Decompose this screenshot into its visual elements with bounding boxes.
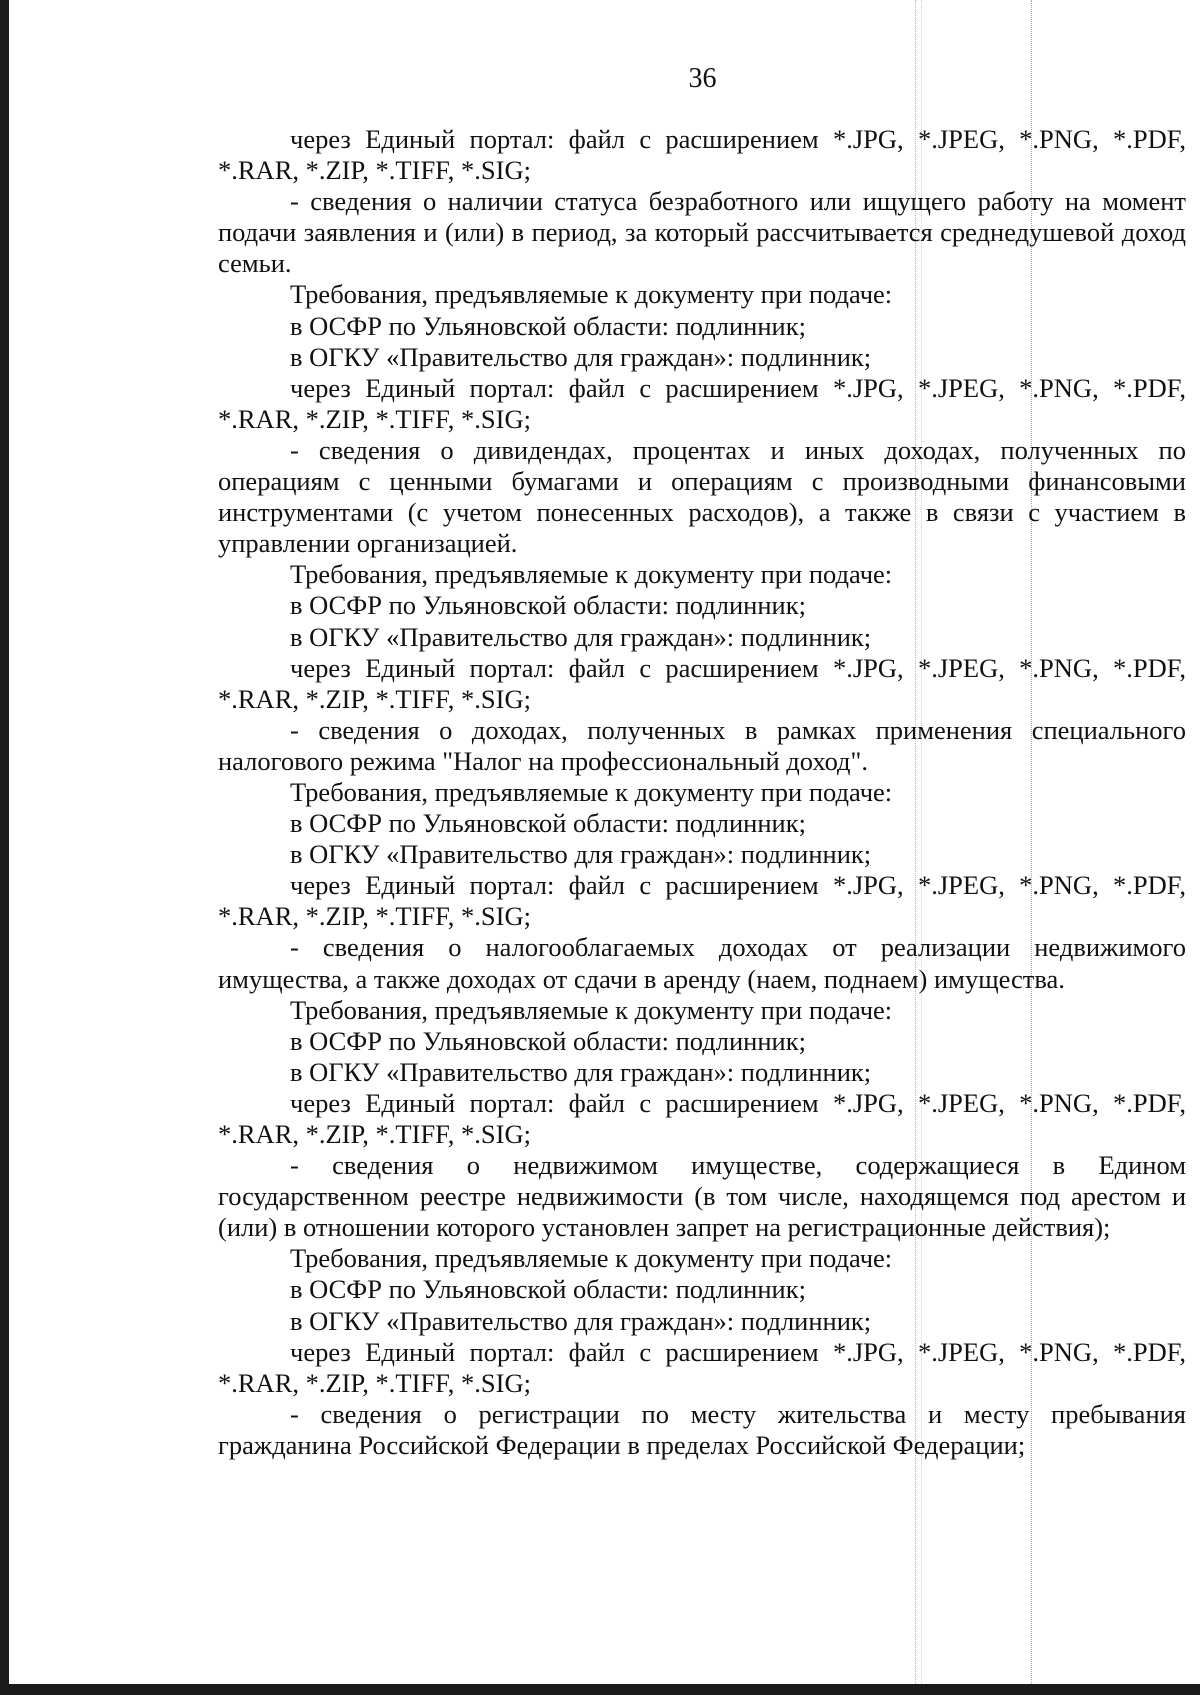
paragraph: Требования, предъявляемые к документу при подаче:	[290, 1243, 893, 1274]
paragraph: через Единый портал: файл с расширением *.JPG, *.JPEG, *.PNG, *.PDF, *.RAR, *.ZIP, *.TIFF, *.SIG;	[218, 870, 1186, 932]
paragraph: через Единый портал: файл с расширением *.JPG, *.JPEG, *.PNG, *.PDF, *.RAR, *.ZIP, *.TIFF, *.SIG;	[218, 1336, 1186, 1398]
paragraph: - сведения о наличии статуса безработного или ищущего работу на момент подачи заявления и (или) в период, за который рассчитывается среднедушевой доход семьи.	[218, 186, 1186, 279]
paragraph: Требования, предъявляемые к документу при подаче:	[290, 559, 893, 590]
paragraph: через Единый портал: файл с расширением *.JPG, *.JPEG, *.PNG, *.PDF, *.RAR, *.ZIP, *.TIFF, *.SIG;	[218, 1087, 1186, 1149]
paragraph: в ОСФР по Ульяновской области: подлинник;	[290, 590, 806, 621]
paragraph: через Единый портал: файл с расширением *.JPG, *.JPEG, *.PNG, *.PDF, *.RAR, *.ZIP, *.TIFF, *.SIG;	[218, 372, 1186, 434]
paragraph: Требования, предъявляемые к документу при подаче:	[290, 776, 893, 807]
paragraph: через Единый портал: файл с расширением *.JPG, *.JPEG, *.PNG, *.PDF, *.RAR, *.ZIP, *.TIFF, *.SIG;	[218, 124, 1186, 186]
paragraph: Требования, предъявляемые к документу при подаче:	[290, 279, 893, 310]
paragraph: - сведения о дивидендах, процентах и иных доходах, полученных по операциям с ценными бумагами и операциям с производными финансовыми инструментами (с учетом понесенных расходов), а также в связи с участием в управлении организацией.	[218, 434, 1186, 559]
paragraph: - сведения о недвижимом имуществе, содержащиеся в Едином государственном реестре недвижимости (в том числе, находящемся под арестом и (или) в отношении которого установлен запрет на регистрационные действия);	[218, 1150, 1186, 1243]
paragraph: в ОСФР по Ульяновской области: подлинник;	[290, 808, 806, 839]
paragraph: в ОГКУ «Правительство для граждан»: подлинник;	[290, 341, 872, 372]
paragraph: в ОГКУ «Правительство для граждан»: подлинник;	[290, 621, 872, 652]
paragraph: в ОГКУ «Правительство для граждан»: подлинник;	[290, 839, 872, 870]
paragraph: в ОСФР по Ульяновской области: подлинник;	[290, 310, 806, 341]
paragraph: Требования, предъявляемые к документу при подаче:	[290, 994, 893, 1025]
paragraph: через Единый портал: файл с расширением *.JPG, *.JPEG, *.PNG, *.PDF, *.RAR, *.ZIP, *.TIFF, *.SIG;	[218, 652, 1186, 714]
scan-border-bottom	[0, 1684, 1200, 1695]
paragraph: в ОСФР по Ульяновской области: подлинник;	[290, 1025, 806, 1056]
paragraph: в ОСФР по Ульяновской области: подлинник;	[290, 1274, 806, 1305]
document-body	[218, 124, 1186, 1461]
paragraph: в ОГКУ «Правительство для граждан»: подлинник;	[290, 1056, 872, 1087]
scan-border-left	[0, 0, 9, 1688]
paragraph: - сведения о налогооблагаемых доходах от реализации недвижимого имущества, а также доходах от сдачи в аренду (наем, поднаем) имущества.	[218, 932, 1186, 994]
paragraph: - сведения о регистрации по месту жительства и месту пребывания гражданина Российской Федерации в пределах Российской Федерации;	[218, 1398, 1186, 1460]
paragraph: - сведения о доходах, полученных в рамках применения специального налогового режима "Налог на профессиональный доход".	[218, 714, 1186, 776]
page-number: 36	[688, 63, 717, 94]
paragraph: в ОГКУ «Правительство для граждан»: подлинник;	[290, 1305, 872, 1336]
